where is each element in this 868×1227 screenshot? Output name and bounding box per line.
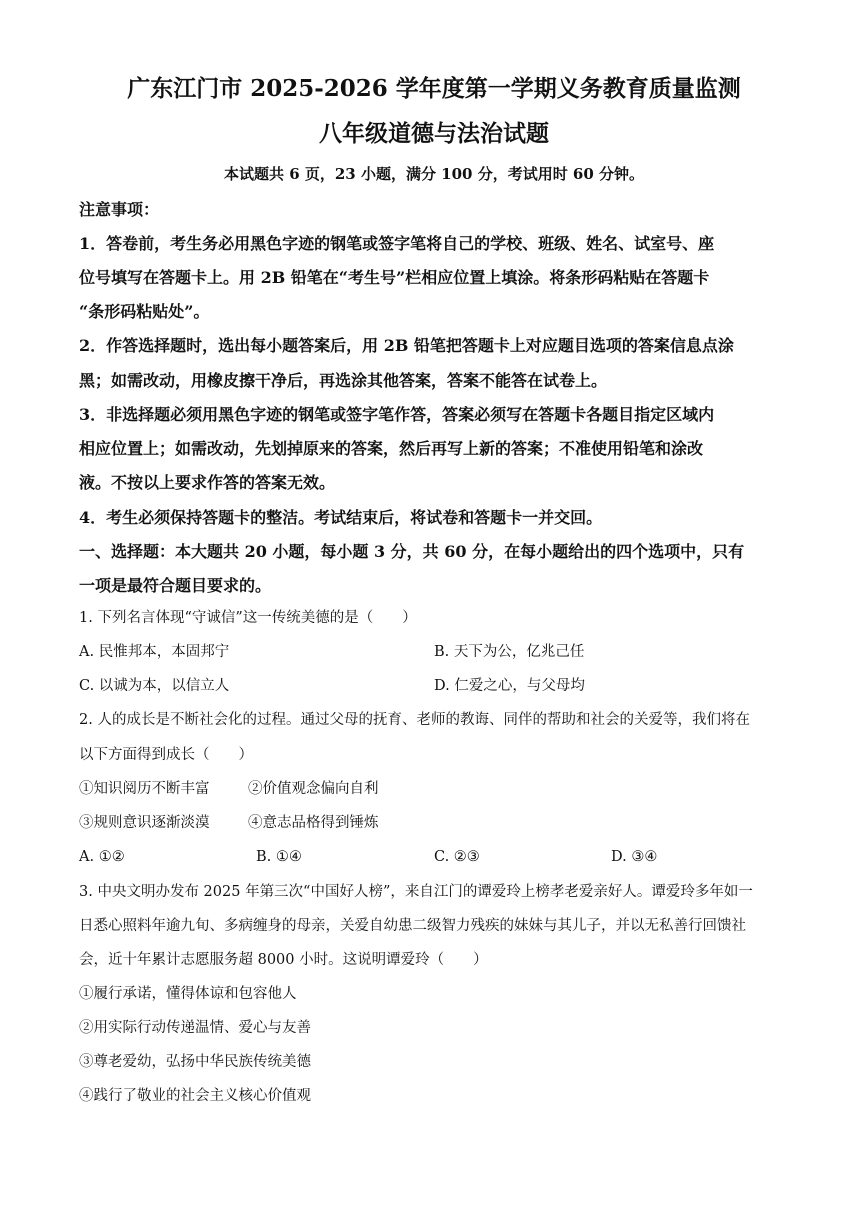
question-2-option-c: C. ②③: [434, 849, 480, 865]
question-2-stem: 以下方面得到成长（ ）: [79, 747, 253, 763]
question-3-stem: 会，近十年累计志愿服务超 8000 小时。这说明谭爱玲（ ）: [79, 952, 488, 968]
notes-line: 液。不按以上要求作答的答案无效。: [79, 473, 336, 492]
question-1-option-a: A. 民惟邦本，本固邦宁: [79, 644, 230, 660]
question-2-statement: ④意志品格得到锤炼: [248, 815, 379, 831]
notes-line: 3．非选择题必须用黑色字迹的钢笔或签字笔作答，答案必须写在答题卡各题目指定区域内: [79, 405, 715, 424]
question-1-option-d: D. 仁爱之心，与父母均: [434, 678, 585, 694]
notes-line: 相应位置上；如需改动，先划掉原来的答案，然后再写上新的答案；不准使用铅笔和涂改: [79, 439, 704, 458]
notes-line: 4．考生必须保持答题卡的整洁。考试结束后，将试卷和答题卡一并交回。: [79, 508, 603, 527]
question-2-stem: 2. 人的成长是不断社会化的过程。通过父母的抚育、老师的教诲、同伴的帮助和社会的关爱等，我们将在: [79, 712, 750, 728]
question-2-statement: ①知识阅历不断丰富: [79, 781, 210, 797]
question-2-statement: ③规则意识逐渐淡漠: [79, 815, 210, 831]
question-1-option-b: B. 天下为公，亿兆己任: [434, 644, 585, 660]
section-heading: 一项是最符合题目要求的。: [79, 576, 272, 595]
question-2-option-a: A. ①②: [79, 849, 125, 865]
question-2-option-d: D. ③④: [611, 849, 658, 865]
question-2-option-b: B. ①④: [256, 849, 302, 865]
question-3-statement: ①履行承诺，懂得体谅和包容他人: [79, 986, 297, 1002]
exam-info: 本试题共 6 页，23 小题，满分 100 分，考试用时 60 分钟。: [223, 165, 645, 183]
notes-heading: 注意事项：: [79, 200, 160, 219]
question-3-statement: ④践行了敬业的社会主义核心价值观: [79, 1088, 311, 1104]
notes-line: 位号填写在答题卡上。用 2B 铅笔在“考生号”栏相应位置上填涂。将条形码粘贴在答题卡: [79, 268, 710, 287]
notes-line: “条形码粘贴处”。: [79, 302, 210, 321]
question-3-statement: ③尊老爱幼，弘扬中华民族传统美德: [79, 1054, 311, 1070]
notes-line: 2．作答选择题时，选出每小题答案后，用 2B 铅笔把答题卡上对应题目选项的答案信息点涂: [79, 336, 734, 355]
question-3-statement: ②用实际行动传递温情、爱心与友善: [79, 1020, 311, 1036]
notes-line: 黑；如需改动，用橡皮擦干净后，再选涂其他答案，答案不能答在试卷上。: [79, 371, 608, 390]
question-1-stem: 1. 下列名言体现“守诚信”这一传统美德的是（ ）: [79, 610, 417, 626]
question-3-stem: 3. 中央文明办发布 2025 年第三次“中国好人榜”，来自江门的谭爱玲上榜孝老爱亲好人。谭爱玲多年如一: [79, 884, 753, 900]
section-heading: 一、选择题：本大题共 20 小题，每小题 3 分，共 60 分，在每小题给出的四个选项中，只有: [79, 542, 745, 561]
question-3-stem: 日悉心照料年逾九旬、多病缠身的母亲，关爱自幼患二级智力残疾的妹妹与其儿子，并以无私善行回馈社: [79, 918, 746, 934]
exam-title: 广东江门市 2025-2026 学年度第一学期义务教育质量监测: [127, 75, 741, 102]
question-2-statement: ②价值观念偏向自利: [248, 781, 379, 797]
question-1-option-c: C. 以诚为本，以信立人: [79, 678, 230, 694]
exam-subject-title: 八年级道德与法治试题: [319, 120, 549, 147]
notes-line: 1．答卷前，考生务必用黑色字迹的钢笔或签字笔将自己的学校、班级、姓名、试室号、座: [79, 234, 715, 253]
